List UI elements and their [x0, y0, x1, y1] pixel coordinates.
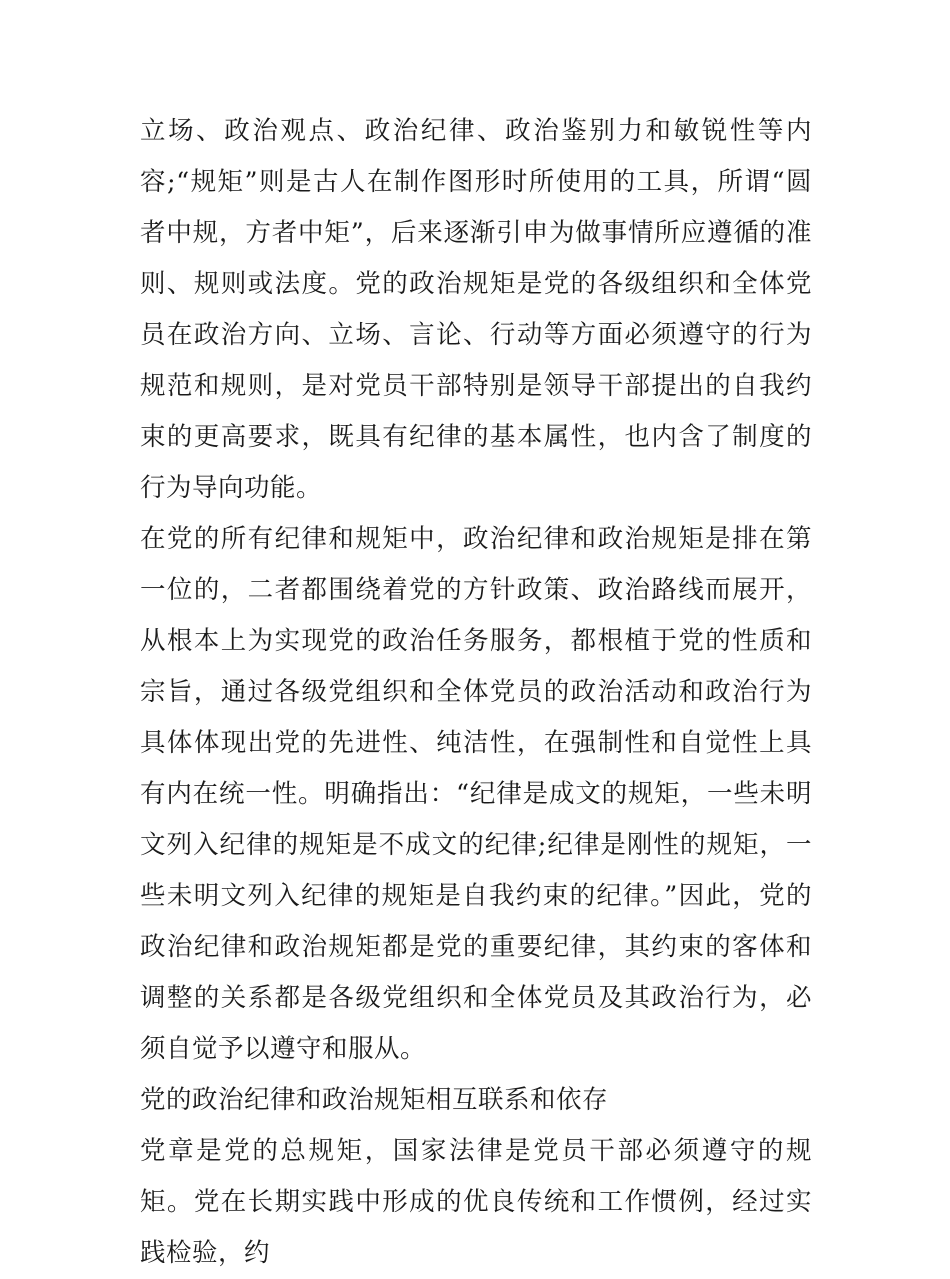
- paragraph-discipline-and-rules: 在党的所有纪律和规矩中，政治纪律和政治规矩是排在第一位的，二者都围绕着党的方针政策、政治路线而展开，从根本上为实现党的政治任务服务，都根植于党的性质和宗旨，通过各级党组织和全体党员的政治活动和政治行为具体体现出党的先进性、纯洁性，在强制性和自觉性上具有内在统一性。明确指出：“纪律是成文的规矩，一些未明文列入纪律的规矩是不成文的纪律;纪律是刚性的规矩，一些未明文列入纪律的规矩是自我约束的纪律。”因此，党的政治纪律和政治规矩都是党的重要纪律，其约束的客体和调整的关系都是各级党组织和全体党员及其政治行为，必须自觉予以遵守和服从。: [140, 524, 812, 1064]
- section-heading: 党的政治纪律和政治规矩相互联系和依存: [140, 1085, 609, 1115]
- paragraph-party-constitution: 党章是党的总规矩，国家法律是党员干部必须遵守的规矩。党在长期实践中形成的优良传统和工作惯例，经过实践检验，约: [140, 1136, 812, 1268]
- paragraph-political-rules-definition: 立场、政治观点、政治纪律、政治鉴别力和敏锐性等内容;“规矩”则是古人在制作图形时所使用的工具，所谓“圆者中规，方者中矩”，后来逐渐引申为做事情所应遵循的准则、规则或法度。党的政治规矩是党的各级组织和全体党员在政治方向、立场、言论、行动等方面必须遵守的行为规范和规则，是对党员干部特别是领导干部提出的自我约束的更高要求，既具有纪律的基本属性，也内含了制度的行为导向功能。: [140, 116, 812, 503]
- document-body: [140, 106, 812, 1279]
